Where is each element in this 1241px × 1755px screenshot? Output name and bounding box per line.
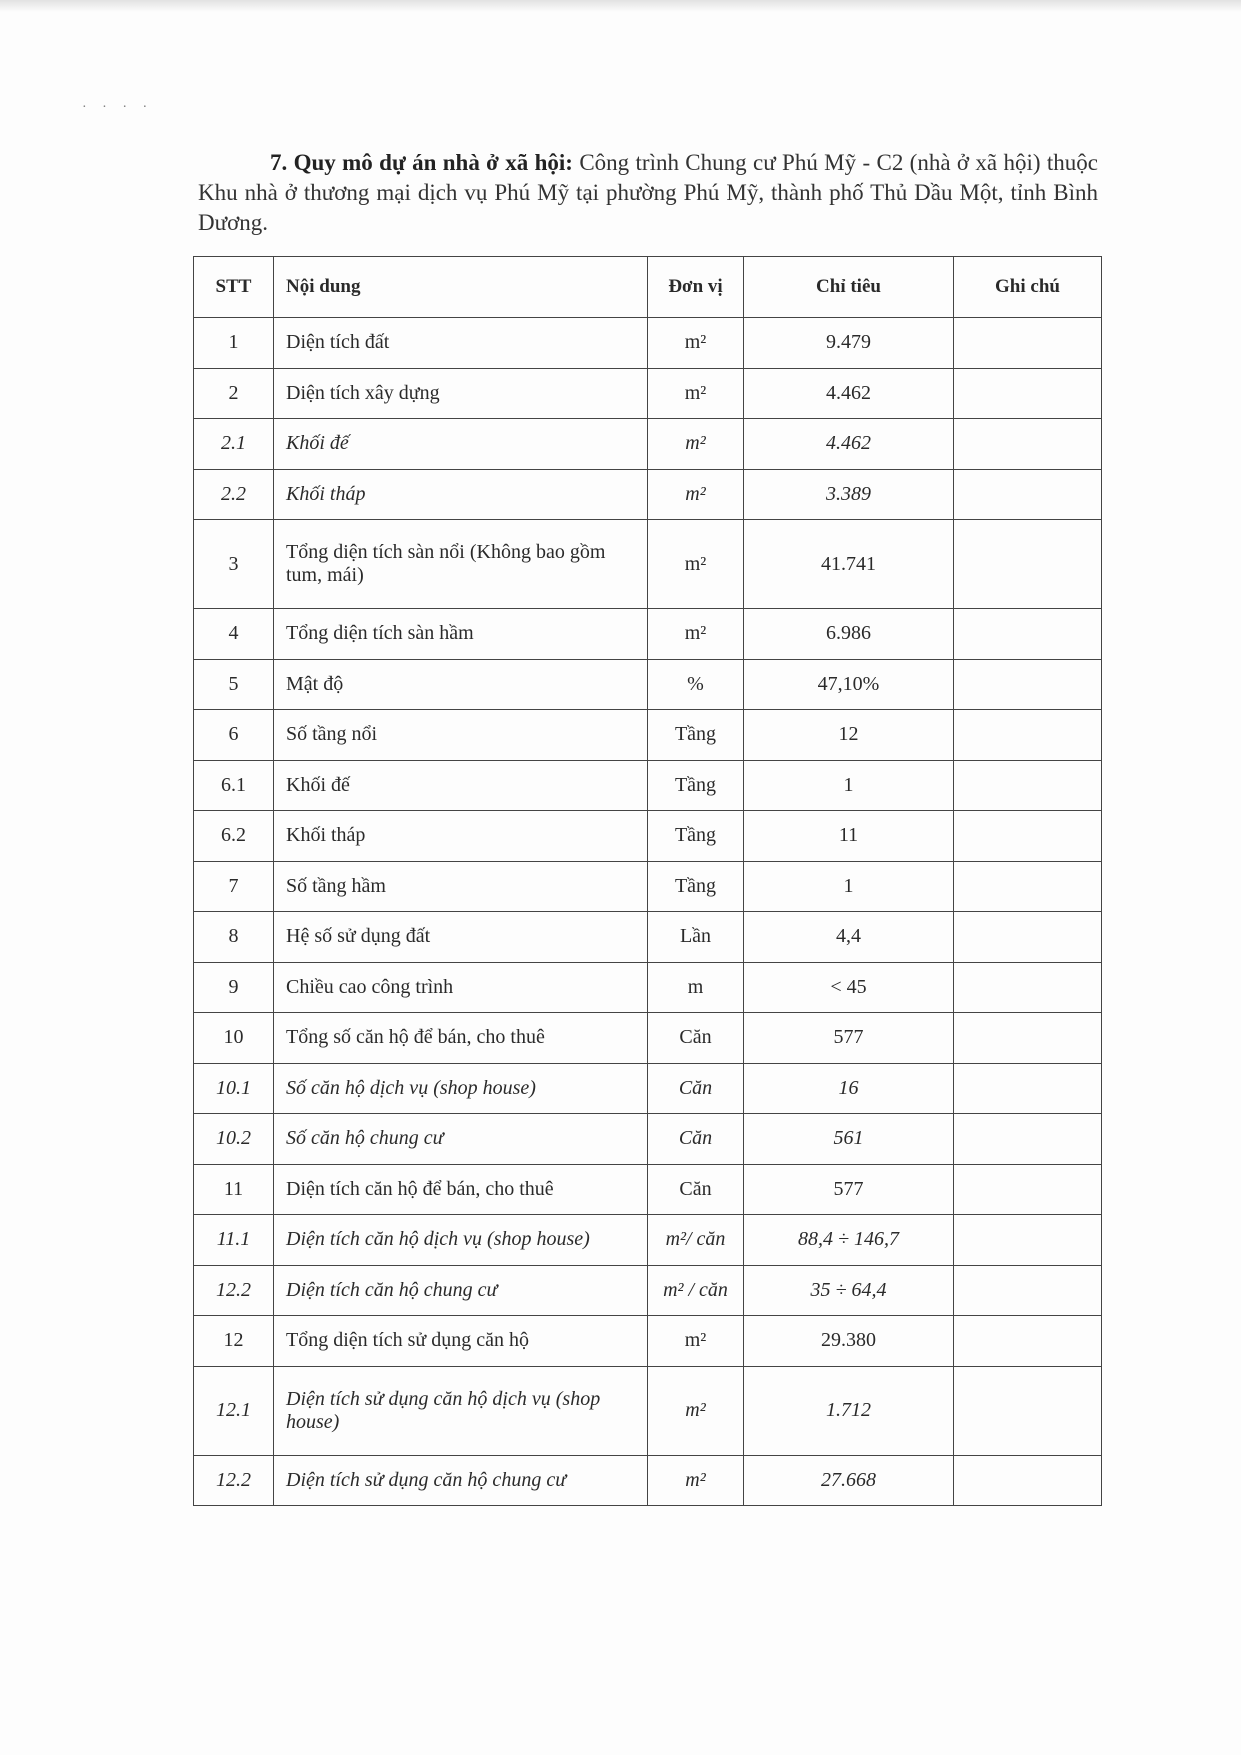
cell-stt: 6 [194,710,274,761]
cell-content: Diện tích xây dựng [274,368,648,419]
cell-stt: 2.1 [194,419,274,470]
table-row [194,811,1102,862]
table-row [194,1316,1102,1367]
table-row [194,609,1102,660]
section-heading: 7. Quy mô dự án nhà ở xã hội: [270,150,573,175]
cell-content: Khối tháp [274,469,648,520]
cell-value: 12 [744,710,954,761]
cell-value: 4.462 [744,368,954,419]
table-row [194,1265,1102,1316]
cell-stt: 8 [194,912,274,963]
cell-note [954,1114,1102,1165]
cell-unit: Tầng [648,861,744,912]
cell-content: Chiều cao công trình [274,962,648,1013]
cell-content: Khối tháp [274,811,648,862]
header-target: Chỉ tiêu [744,257,954,318]
cell-unit: m [648,962,744,1013]
cell-stt: 12 [194,1316,274,1367]
scan-specks: · · · · [82,100,154,115]
table-row [194,962,1102,1013]
cell-value: 47,10% [744,659,954,710]
cell-content: Diện tích sử dụng căn hộ dịch vụ (shop house) [274,1366,648,1455]
cell-unit: m²/ căn [648,1215,744,1266]
cell-stt: 12.2 [194,1455,274,1506]
cell-content: Số căn hộ chung cư [274,1114,648,1165]
cell-content: Khối đế [274,419,648,470]
cell-unit: m² / căn [648,1265,744,1316]
cell-unit: Tầng [648,760,744,811]
cell-value: 35 ÷ 64,4 [744,1265,954,1316]
table-row [194,318,1102,369]
cell-note [954,1265,1102,1316]
cell-value: 4.462 [744,419,954,470]
table-row [194,1013,1102,1064]
cell-content: Số tầng hầm [274,861,648,912]
cell-note [954,811,1102,862]
cell-content: Khối đế [274,760,648,811]
cell-stt: 1 [194,318,274,369]
cell-note [954,962,1102,1013]
cell-note [954,710,1102,761]
cell-unit: Căn [648,1114,744,1165]
cell-stt: 12.1 [194,1366,274,1455]
table-row [194,419,1102,470]
cell-unit: m² [648,1316,744,1367]
cell-note [954,609,1102,660]
cell-value: 27.668 [744,1455,954,1506]
cell-value: 577 [744,1013,954,1064]
table-row [194,520,1102,609]
table-row [194,912,1102,963]
cell-content: Số tầng nổi [274,710,648,761]
cell-value: 1 [744,861,954,912]
cell-note [954,318,1102,369]
cell-note [954,1013,1102,1064]
cell-note [954,419,1102,470]
cell-content: Tổng số căn hộ để bán, cho thuê [274,1013,648,1064]
cell-unit: m² [648,1366,744,1455]
table-row [194,368,1102,419]
section-text: Công trình Chung cư Phú Mỹ - C2 (nhà ở xã hội) thuộc Khu nhà ở thương mại dịch vụ Phú Mỹ tại phường Phú Mỹ, thành phố Thủ Dầu Một, tỉnh Bình Dương. [198,150,1098,235]
cell-note [954,1063,1102,1114]
table-row [194,659,1102,710]
table-row [194,1063,1102,1114]
cell-value: 88,4 ÷ 146,7 [744,1215,954,1266]
cell-unit: Tầng [648,710,744,761]
cell-stt: 6.2 [194,811,274,862]
cell-unit: Lần [648,912,744,963]
cell-value: 577 [744,1164,954,1215]
scan-edge-shadow [0,0,1241,12]
cell-note [954,912,1102,963]
cell-content: Tổng diện tích sử dụng căn hộ [274,1316,648,1367]
cell-unit: m² [648,419,744,470]
cell-value: 9.479 [744,318,954,369]
cell-value: 16 [744,1063,954,1114]
cell-note [954,469,1102,520]
cell-stt: 2.2 [194,469,274,520]
cell-stt: 7 [194,861,274,912]
cell-note [954,1164,1102,1215]
cell-value: 6.986 [744,609,954,660]
cell-unit: Căn [648,1164,744,1215]
cell-value: < 45 [744,962,954,1013]
cell-value: 1.712 [744,1366,954,1455]
cell-value: 4,4 [744,912,954,963]
cell-note [954,520,1102,609]
cell-note [954,1215,1102,1266]
cell-note [954,659,1102,710]
table-row [194,861,1102,912]
cell-value: 1 [744,760,954,811]
cell-stt: 11.1 [194,1215,274,1266]
cell-stt: 10.2 [194,1114,274,1165]
cell-content: Tổng diện tích sàn nổi (Không bao gồm tum, mái) [274,520,648,609]
header-note: Ghi chú [954,257,1102,318]
cell-content: Diện tích sử dụng căn hộ chung cư [274,1455,648,1506]
cell-stt: 12.2 [194,1265,274,1316]
cell-stt: 5 [194,659,274,710]
table-row [194,710,1102,761]
table-row [194,469,1102,520]
cell-unit: Căn [648,1063,744,1114]
cell-unit: Tầng [648,811,744,862]
cell-value: 29.380 [744,1316,954,1367]
table-row [194,1114,1102,1165]
cell-content: Diện tích căn hộ dịch vụ (shop house) [274,1215,648,1266]
table-header-row [194,257,1102,318]
cell-value: 11 [744,811,954,862]
cell-unit: m² [648,609,744,660]
cell-stt: 10 [194,1013,274,1064]
cell-stt: 11 [194,1164,274,1215]
cell-content: Hệ số sử dụng đất [274,912,648,963]
cell-unit: m² [648,520,744,609]
table-row [194,1164,1102,1215]
cell-unit: % [648,659,744,710]
header-content: Nội dung [274,257,648,318]
cell-content: Diện tích căn hộ chung cư [274,1265,648,1316]
table-row [194,1455,1102,1506]
header-unit: Đơn vị [648,257,744,318]
cell-stt: 10.1 [194,1063,274,1114]
cell-unit: m² [648,469,744,520]
cell-content: Tổng diện tích sàn hầm [274,609,648,660]
table-row [194,760,1102,811]
cell-content: Số căn hộ dịch vụ (shop house) [274,1063,648,1114]
cell-unit: m² [648,1455,744,1506]
project-scale-paragraph [198,148,1098,238]
cell-note [954,861,1102,912]
cell-note [954,368,1102,419]
table-row [194,1215,1102,1266]
cell-unit: m² [648,368,744,419]
cell-note [954,1316,1102,1367]
cell-stt: 2 [194,368,274,419]
cell-content: Mật độ [274,659,648,710]
header-stt: STT [194,257,274,318]
cell-unit: Căn [648,1013,744,1064]
cell-stt: 6.1 [194,760,274,811]
cell-stt: 9 [194,962,274,1013]
cell-stt: 4 [194,609,274,660]
project-scale-table [193,256,1102,1506]
cell-stt: 3 [194,520,274,609]
cell-value: 561 [744,1114,954,1165]
table-row [194,1366,1102,1455]
cell-unit: m² [648,318,744,369]
cell-note [954,1366,1102,1455]
cell-content: Diện tích đất [274,318,648,369]
cell-value: 3.389 [744,469,954,520]
cell-note [954,1455,1102,1506]
cell-content: Diện tích căn hộ để bán, cho thuê [274,1164,648,1215]
cell-note [954,760,1102,811]
cell-value: 41.741 [744,520,954,609]
